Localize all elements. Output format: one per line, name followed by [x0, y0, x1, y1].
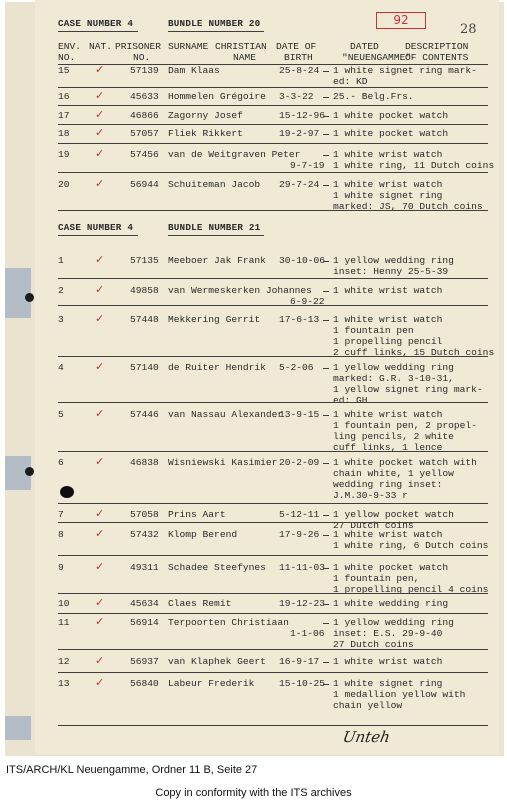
row-prisoner-number: 56944 — [130, 179, 159, 190]
row-name: Claes Remit — [168, 598, 232, 609]
row-description-line: 1 white pocket watch — [333, 110, 449, 121]
row-description — [333, 409, 477, 453]
row-checkmark: ✓ — [95, 527, 105, 540]
row-env-number: 6 — [58, 457, 64, 468]
row-dash — [323, 134, 329, 135]
heading-underline — [58, 235, 138, 236]
row-separator — [58, 451, 488, 452]
row-separator — [58, 402, 488, 403]
row-prisoner-number: 56914 — [130, 617, 159, 628]
row-description — [333, 128, 448, 139]
row-prisoner-number: 49311 — [130, 562, 159, 573]
row-date-of-birth: 29-7-24 — [279, 179, 320, 190]
row-name: Wisniewski Kasimier — [168, 457, 278, 468]
row-checkmark: ✓ — [95, 283, 105, 296]
row-description-line: ed: GH — [333, 395, 368, 406]
punch-hole — [25, 293, 34, 302]
row-description — [333, 255, 454, 277]
ink-blot — [60, 486, 74, 498]
row-separator — [58, 124, 488, 125]
row-description — [333, 598, 448, 609]
row-prisoner-number: 57058 — [130, 509, 159, 520]
row-date-of-birth: 13-9-15 — [279, 409, 320, 420]
row-description-line: 1 white wrist watch — [333, 314, 443, 325]
row-prisoner-number: 57140 — [130, 362, 159, 373]
row-dash — [323, 515, 329, 516]
signature: Unteh — [341, 728, 392, 746]
row-separator — [58, 503, 488, 504]
row-checkmark: ✓ — [95, 507, 105, 520]
row-name: Zagorny Josef — [168, 110, 243, 121]
row-separator — [58, 613, 488, 614]
row-description — [333, 562, 488, 595]
bottom-rule — [58, 725, 488, 726]
row-env-number: 4 — [58, 362, 64, 373]
row-description-line: 1 white wedding ring — [333, 598, 449, 609]
row-description-line: 27 Dutch coins — [333, 520, 414, 531]
row-name: Fliek Rikkert — [168, 128, 243, 139]
column-header-date-of-birth — [276, 41, 316, 63]
column-header-description-line: DESCRIPTION — [405, 41, 469, 52]
row-checkmark: ✓ — [95, 177, 105, 190]
row-description — [333, 509, 454, 531]
row-description-line: 1 white wrist watch — [333, 285, 443, 296]
row-dash — [323, 116, 329, 117]
row-checkmark: ✓ — [95, 312, 105, 325]
row-separator — [58, 649, 488, 650]
row-date-of-birth: 20-2-09 — [279, 457, 320, 468]
row-prisoner-number: 56937 — [130, 656, 159, 667]
row-separator — [58, 87, 488, 88]
row-date-of-birth: 5-12-11 — [279, 509, 320, 520]
row-description — [333, 678, 465, 711]
row-name: Meeboer Jak Frank — [168, 255, 266, 266]
row-date-of-birth: 17-6-13 — [279, 314, 320, 325]
row-description — [333, 314, 494, 358]
column-header-prisoner-line: PRISONER — [115, 41, 162, 52]
row-date-of-birth: 17-9-26 — [279, 529, 320, 540]
row-description-line: chain yellow — [333, 700, 403, 711]
row-description — [333, 457, 477, 501]
row-separator — [58, 305, 488, 306]
row-checkmark: ✓ — [95, 455, 105, 468]
row-name: Prins Aart — [168, 509, 226, 520]
row-description-line: 1 propelling pencil — [333, 336, 443, 347]
row-env-number: 19 — [58, 149, 70, 160]
row-prisoner-number: 57456 — [130, 149, 159, 160]
row-name: van de Weitgraven Peter — [168, 149, 301, 160]
row-dash — [323, 604, 329, 605]
page-number-stamp: 92 — [376, 12, 426, 29]
row-dash — [323, 320, 329, 321]
column-header-dated-line: DATED — [350, 41, 379, 52]
column-header-description — [405, 41, 468, 63]
row-description — [333, 285, 442, 296]
case-number-heading: CASE NUMBER 4 — [58, 18, 134, 29]
row-description-line: 1 yellow wedding ring — [333, 617, 454, 628]
row-description-line: 1 white wrist watch — [333, 529, 443, 540]
row-prisoner-number: 57135 — [130, 255, 159, 266]
row-description-line: wedding ring inset: — [333, 479, 443, 490]
row-description-line: 1 fountain pen, — [333, 573, 420, 584]
row-description-line: inset: E.S. 29-9-40 — [333, 628, 443, 639]
row-description-line: 1 yellow signet ring mark- — [333, 384, 483, 395]
row-name: Dam Klaas — [168, 65, 220, 76]
row-checkmark: ✓ — [95, 615, 105, 628]
row-description — [333, 617, 454, 650]
row-prisoner-number: 45634 — [130, 598, 159, 609]
punch-hole — [25, 467, 34, 476]
row-date-of-birth: 25-8-24 — [279, 65, 320, 76]
row-env-number: 17 — [58, 110, 70, 121]
column-header-env-line: ENV. — [58, 41, 82, 52]
row-dash — [323, 463, 329, 464]
row-dash — [323, 261, 329, 262]
row-description-line: 1 white signet ring mark- — [333, 65, 477, 76]
row-description-line: 1 white pocket watch — [333, 128, 449, 139]
row-description-line: 1 yellow pocket watch — [333, 509, 454, 520]
column-header-surname: SURNAME — [168, 41, 209, 52]
row-description-line: 1 white pocket watch with — [333, 457, 477, 468]
heading-underline — [58, 31, 138, 32]
row-separator — [58, 356, 488, 357]
column-header-prisoner-line: NO. — [133, 52, 151, 63]
row-env-number: 20 — [58, 179, 70, 190]
row-checkmark: ✓ — [95, 253, 105, 266]
row-date-of-birth: 15-12-96 — [279, 110, 326, 121]
row-prisoner-number: 57446 — [130, 409, 159, 420]
column-header-date-line: DATE OF — [276, 41, 317, 52]
row-description-line: ed: KD — [333, 76, 368, 87]
row-date-of-birth: 6-9-22 — [290, 296, 325, 307]
row-checkmark: ✓ — [95, 108, 105, 121]
row-prisoner-number: 57432 — [130, 529, 159, 540]
row-name: Labeur Frederik — [168, 678, 255, 689]
row-separator — [58, 105, 488, 106]
row-dash — [323, 568, 329, 569]
row-name: de Ruiter Hendrik — [168, 362, 266, 373]
row-env-number: 8 — [58, 529, 64, 540]
row-env-number: 16 — [58, 91, 70, 102]
row-dash — [323, 368, 329, 369]
row-description — [333, 65, 477, 87]
row-description-line: 27 Dutch coins — [333, 639, 414, 650]
row-name: van Wermeskerken Johannes — [168, 285, 312, 296]
row-description-line: 1 white wrist watch — [333, 149, 443, 160]
row-separator — [58, 210, 488, 211]
row-description — [333, 362, 483, 406]
row-description-line: 1 white pocket watch — [333, 562, 449, 573]
row-separator — [58, 555, 488, 556]
row-dash — [323, 185, 329, 186]
row-description — [333, 110, 448, 121]
row-dash — [323, 291, 329, 292]
row-dash — [323, 623, 329, 624]
row-prisoner-number: 46838 — [130, 457, 159, 468]
row-description-line: cuff links, 1 lence — [333, 442, 443, 453]
row-description — [333, 179, 483, 212]
row-date-of-birth: 19-12-23 — [279, 598, 326, 609]
row-date-of-birth: 5-2-06 — [279, 362, 314, 373]
row-dash — [323, 535, 329, 536]
row-checkmark: ✓ — [95, 126, 105, 139]
row-separator — [58, 278, 488, 279]
row-prisoner-number: 57448 — [130, 314, 159, 325]
row-name: Terpoorten Christiaan — [168, 617, 289, 628]
page-number-handwritten: 28 — [460, 22, 477, 37]
row-env-number: 15 — [58, 65, 70, 76]
row-separator — [58, 593, 488, 594]
row-dash — [323, 684, 329, 685]
row-dash — [323, 155, 329, 156]
row-description-line: 1 propelling pencil 4 coins — [333, 584, 489, 595]
row-name: Schuiteman Jacob — [168, 179, 261, 190]
row-prisoner-number: 57057 — [130, 128, 159, 139]
row-description-line: 1 fountain pen, 2 propel- — [333, 420, 477, 431]
row-date-of-birth: 15-10-25 — [279, 678, 326, 689]
row-dash — [323, 415, 329, 416]
row-description-line: chain white, 1 yellow — [333, 468, 454, 479]
row-env-number: 2 — [58, 285, 64, 296]
row-date-of-birth: 11-11-03 — [279, 562, 326, 573]
row-date-of-birth: 9-7-19 — [290, 160, 325, 171]
row-name: Schadee Steefynes — [168, 562, 266, 573]
row-prisoner-number: 46866 — [130, 110, 159, 121]
row-prisoner-number: 57139 — [130, 65, 159, 76]
column-header-dated — [342, 41, 411, 63]
row-separator — [58, 172, 488, 173]
binder-tab — [5, 716, 31, 740]
row-date-of-birth: 16-9-17 — [279, 656, 320, 667]
column-header-nat: NAT. — [89, 41, 113, 52]
row-checkmark: ✓ — [95, 89, 105, 102]
row-prisoner-number: 56840 — [130, 678, 159, 689]
row-env-number: 10 — [58, 598, 70, 609]
row-description-line: 25.- Belg.Frs. — [333, 91, 414, 102]
column-header-env-line: NO. — [58, 52, 76, 63]
heading-underline — [168, 235, 264, 236]
row-date-of-birth: 30-10-06 — [279, 255, 326, 266]
row-checkmark: ✓ — [95, 654, 105, 667]
row-description-line: 1 yellow wedding ring — [333, 255, 454, 266]
row-checkmark: ✓ — [95, 63, 105, 76]
row-env-number: 3 — [58, 314, 64, 325]
row-env-number: 7 — [58, 509, 64, 520]
row-checkmark: ✓ — [95, 147, 105, 160]
column-header-description-line: OF CONTENTS — [405, 52, 469, 63]
row-prisoner-number: 49858 — [130, 285, 159, 296]
row-dash — [323, 97, 329, 98]
row-description-line: 1 white wrist watch — [333, 409, 443, 420]
row-checkmark: ✓ — [95, 560, 105, 573]
row-description-line: 1 fountain pen — [333, 325, 414, 336]
bundle-number-heading: BUNDLE NUMBER 21 — [168, 222, 261, 233]
row-description-line: 1 medallion yellow with — [333, 689, 466, 700]
row-separator — [58, 672, 488, 673]
column-header-date-line: BIRTH — [284, 52, 313, 63]
row-description — [333, 656, 442, 667]
row-description-line: 1 yellow wedding ring — [333, 362, 454, 373]
column-header-prisoner — [115, 41, 161, 63]
column-header-christian-line: NAME — [233, 52, 257, 63]
row-env-number: 5 — [58, 409, 64, 420]
row-name: Hommelen Grégoire — [168, 91, 266, 102]
row-description — [333, 149, 494, 171]
row-env-number: 13 — [58, 678, 70, 689]
column-header-christian — [215, 41, 267, 63]
row-description — [333, 91, 414, 102]
row-name: van Klaphek Geert — [168, 656, 266, 667]
copy-note: Copy in conformity with the ITS archives — [155, 787, 352, 799]
row-date-of-birth: 1-1-06 — [290, 628, 325, 639]
row-description-line: 1 white signet ring — [333, 678, 443, 689]
row-separator — [58, 522, 488, 523]
row-separator — [58, 143, 488, 144]
row-checkmark: ✓ — [95, 407, 105, 420]
row-description-line: 1 white ring, 11 Dutch coins — [333, 160, 495, 171]
row-description-line: 1 white signet ring — [333, 190, 443, 201]
row-description-line: J.M.30-9-33 r — [333, 490, 408, 501]
row-date-of-birth: 3-3-22 — [279, 91, 314, 102]
row-description-line: 1 white ring, 6 Dutch coins — [333, 540, 489, 551]
row-env-number: 12 — [58, 656, 70, 667]
row-dash — [323, 662, 329, 663]
row-prisoner-number: 45633 — [130, 91, 159, 102]
row-env-number: 1 — [58, 255, 64, 266]
row-env-number: 9 — [58, 562, 64, 573]
case-number-heading: CASE NUMBER 4 — [58, 222, 134, 233]
row-description-line: 2 cuff links, 15 Dutch coins — [333, 347, 495, 358]
row-name: Mekkering Gerrit — [168, 314, 261, 325]
row-dash — [323, 71, 329, 72]
row-description-line: inset: Henny 25-5-39 — [333, 266, 449, 277]
archive-reference: ITS/ARCH/KL Neuengamme, Ordner 11 B, Seite 27 — [6, 764, 258, 776]
row-checkmark: ✓ — [95, 596, 105, 609]
row-checkmark: ✓ — [95, 676, 105, 689]
column-header-env — [58, 41, 81, 63]
row-env-number: 11 — [58, 617, 70, 628]
row-description-line: 1 white wrist watch — [333, 179, 443, 190]
row-description-line: marked: G.R. 3-10-31, — [333, 373, 454, 384]
heading-underline — [168, 31, 264, 32]
row-description-line: 1 white wrist watch — [333, 656, 443, 667]
row-date-of-birth: 19-2-97 — [279, 128, 320, 139]
row-description-line: ling pencils, 2 white — [333, 431, 454, 442]
column-header-dated-line: "NEUENGAMME" — [342, 52, 412, 63]
row-name: van Nassau Alexander — [168, 409, 284, 420]
row-description-line: marked: JS, 70 Dutch coins — [333, 201, 483, 212]
row-name: Klomp Berend — [168, 529, 238, 540]
row-checkmark: ✓ — [95, 360, 105, 373]
row-description — [333, 529, 488, 551]
bundle-number-heading: BUNDLE NUMBER 20 — [168, 18, 261, 29]
row-env-number: 18 — [58, 128, 70, 139]
column-header-christian-line: CHRISTIAN — [215, 41, 267, 52]
